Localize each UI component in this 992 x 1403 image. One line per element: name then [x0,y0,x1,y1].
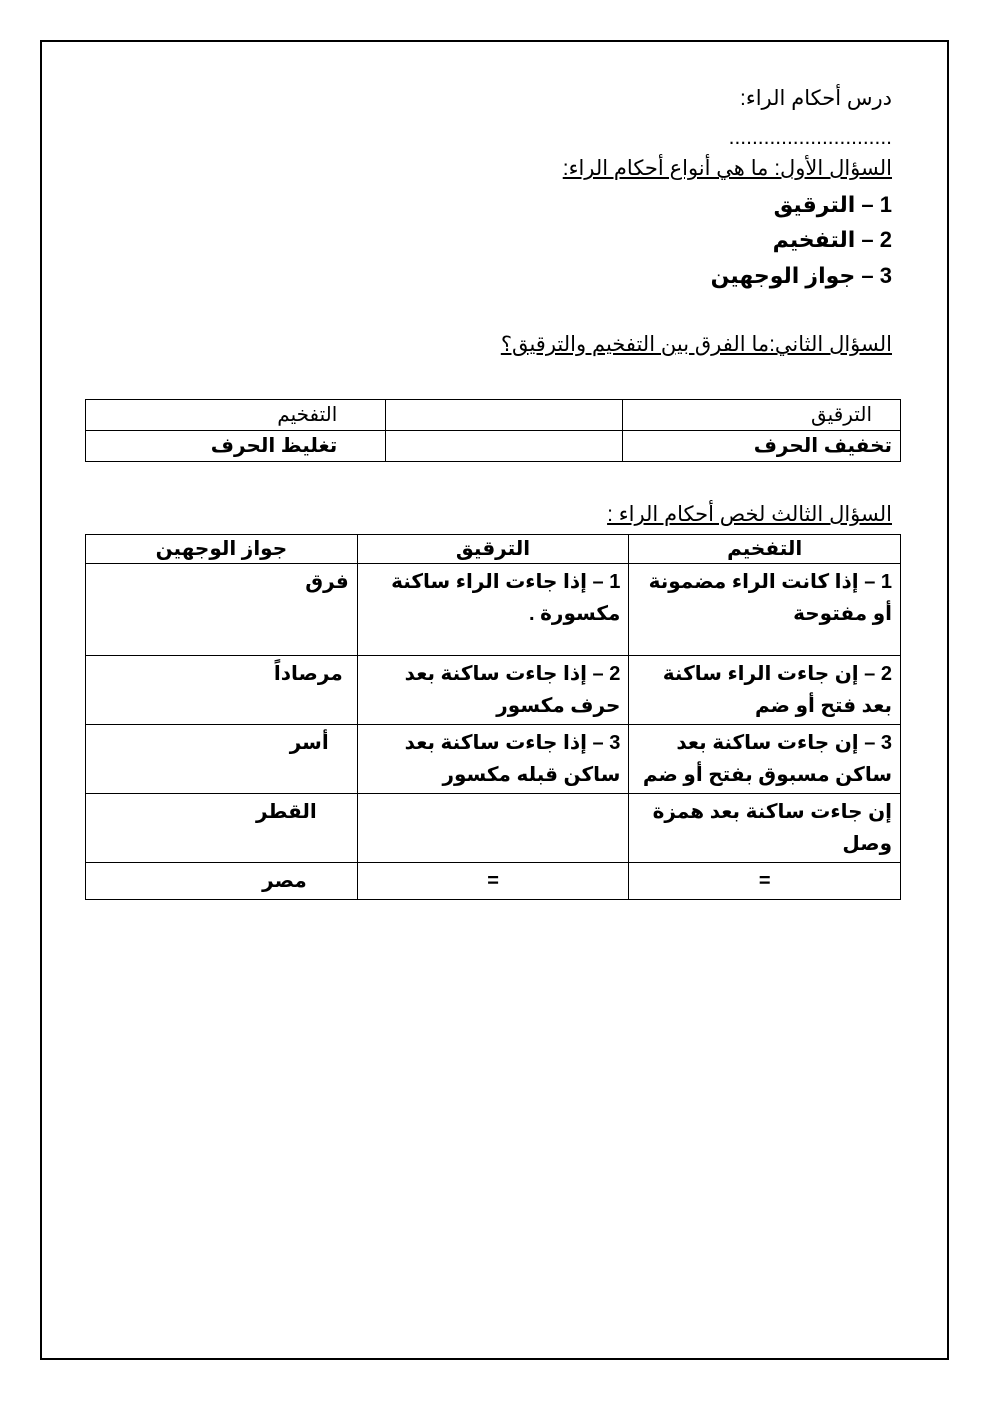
table-row [86,431,901,462]
table-cell: مصر [86,863,358,900]
question-1: السؤال الأول: ما هي أنواع أحكام الراء: [562,157,892,180]
table-cell: 1 – إذا جاءت الراء ساكنة مكسورة . [357,564,629,656]
table-cell [357,794,629,863]
table-row [86,656,901,725]
question-3: السؤال الثالث لخص أحكام الراء : [607,503,892,526]
table-row [86,794,901,863]
table-header-row [86,535,901,564]
list-item: 2 – التفخيم [772,227,892,252]
header-cell: التفخيم [629,535,901,564]
difference-table [85,399,901,462]
table-row [86,564,901,656]
table-cell: أسر [86,725,358,794]
table-cell: 1 – إذا كانت الراء مضمونة أو مفتوحة [629,564,901,656]
table-cell: = [357,863,629,900]
table-cell: الترقيق [622,400,900,431]
table-cell: 3 – إن جاءت ساكنة بعد ساكن مسبوق بفتح أو ضم [629,725,901,794]
list-item: 3 – جواز الوجهين [710,263,892,288]
header-cell: جواز الوجهين [86,535,358,564]
table-row [86,863,901,900]
table-cell: التفخيم [86,400,386,431]
table-cell: 2 – إذا جاءت ساكنة بعد حرف مكسور [357,656,629,725]
list-item: 1 – الترقيق [773,192,892,217]
table-cell [386,431,623,462]
header-cell: الترقيق [357,535,629,564]
lesson-title: درس أحكام الراء: [740,87,892,110]
rules-table [85,534,901,900]
table-cell [386,400,623,431]
table-cell: 3 – إذا جاءت ساكنة بعد ساكن قبله مكسور [357,725,629,794]
table-cell: 2 – إن جاءت الراء ساكنة بعد فتح أو ضم [629,656,901,725]
table-row [86,725,901,794]
table-cell: = [629,863,901,900]
question-2: السؤال الثاني:ما الفرق بين التفخيم والترقيق؟ [500,333,892,356]
table-cell: مرصاداً [86,656,358,725]
table-cell: إن جاءت ساكنة بعد همزة وصل [629,794,901,863]
table-cell: تخفيف الحرف [622,431,900,462]
lesson-dots: ............................ [728,126,892,149]
table-row [86,400,901,431]
table-cell: تغليظ الحرف [86,431,386,462]
table-cell: فرق [86,564,358,656]
table-cell: القطر [86,794,358,863]
